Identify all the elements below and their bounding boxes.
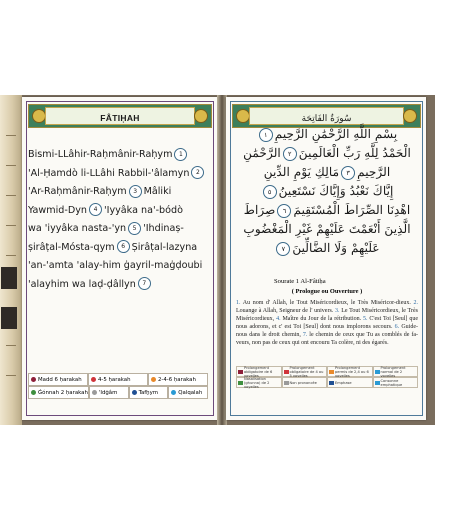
color-swatch-icon (329, 370, 334, 374)
legend-label: Qalqalah (178, 389, 203, 396)
transliteration-text: 'Iyyâka na'-bódò (103, 204, 183, 216)
verse-number-icon: 3 (129, 185, 142, 198)
verse-number-icon: 7 (138, 277, 151, 290)
arabic-text: الرَّحِيمِ (357, 165, 391, 179)
transliteration-text: wa 'iyyâka nasta-'yn (28, 223, 127, 234)
left-page-header (28, 104, 212, 128)
tajweed-legend-right (236, 366, 418, 388)
arabic-text: اهْدِنَا الصِّرَاطَ الْمُسْتَقِيمَ (293, 203, 411, 217)
legend-item (148, 373, 208, 386)
verse-ref: 5. (363, 316, 368, 323)
legend-label: Madd 6 ḥarakah (38, 376, 82, 383)
verse-translation: Louange à Allah, Seigneur de l' univers. (236, 308, 335, 315)
legend-label: 'Idġâm (98, 389, 118, 396)
legend-item (373, 366, 419, 377)
arabic-line (234, 220, 420, 239)
transliteration-text: Yawmid-Dyn (28, 204, 87, 216)
arabic-text: صِرَاطَ (243, 203, 276, 217)
sourate-title: Sourate 1 Al-Fâtiḥa (274, 278, 326, 285)
transliteration-line (28, 183, 210, 202)
transliteration-line (28, 165, 210, 184)
arabic-text: الَّذِينَ أَنْعَمْتَ عَلَيْهِمْ غَيْرِ الْمَغْضُوبِ (243, 222, 411, 236)
transliteration-text: 'alayhim wa laḍ-ḍâllyn (28, 278, 136, 290)
color-dot-icon (151, 377, 156, 382)
verse-number-icon: ٦ (277, 204, 291, 218)
legend-item (236, 377, 282, 388)
verse-number-icon: ٧ (276, 242, 290, 256)
legend-label: Prolongement permis de 2,4 ou 6 voyelles (335, 365, 369, 378)
legend-label: Nasalisation (ghunna) de 2 voyelles (244, 376, 270, 389)
legend-row (236, 366, 418, 377)
verse-number-icon: ٣ (341, 166, 355, 180)
legend-label: Non prononcée (289, 380, 317, 385)
transliteration-line (28, 239, 210, 258)
color-swatch-icon (238, 370, 243, 374)
verse-number-icon: 4 (89, 203, 102, 216)
color-swatch-icon (375, 381, 380, 385)
arabic-line (234, 163, 420, 182)
transliteration-line (28, 202, 210, 221)
ornament-icon (236, 109, 250, 123)
transliteration-text: Mâliki (143, 186, 172, 197)
color-swatch-icon (375, 370, 380, 374)
arabic-text: بِسْمِ اللَّهِ الرَّحْمَٰنِ الرَّحِيمِ (274, 127, 398, 141)
transliteration-block (28, 146, 210, 294)
legend-row (28, 386, 208, 399)
legend-item (282, 366, 328, 377)
legend-row (236, 377, 418, 388)
legend-label: Prolongement obligatoire de 6 voyelles (244, 365, 273, 378)
arabic-line (234, 125, 420, 144)
ornament-icon (403, 109, 417, 123)
color-dot-icon (31, 390, 36, 395)
legend-label: Consonne emphatique (380, 378, 403, 387)
legend-item (373, 377, 419, 388)
arabic-text: الرَّحْمَٰنِ (243, 146, 281, 160)
legend-item (327, 377, 373, 388)
tajweed-legend-left (28, 373, 208, 399)
verse-number-icon: 6 (117, 240, 130, 253)
legend-item (88, 373, 148, 386)
ornament-icon (194, 109, 208, 123)
arabic-line (234, 201, 420, 220)
arabic-text: إِيَّاكَ نَعْبُدُ وَإِيَّاكَ نَسْتَعِينُ (278, 184, 394, 198)
legend-item (129, 386, 169, 399)
verse-number-icon: ١ (259, 128, 273, 142)
color-swatch-icon (329, 381, 334, 385)
verse-translation: C'est Toi [Seul] que nous adorons, et c' est Toi [Seul] dont nous implorons secours. (236, 316, 418, 331)
color-dot-icon (91, 377, 96, 382)
surah-title-arabic: سُورَةُ الفَاتِحَة (301, 114, 352, 124)
verse-translation: Maître du Jour de la rétribution. (280, 316, 364, 323)
arabic-text-block (234, 125, 420, 258)
color-dot-icon (132, 390, 137, 395)
arabic-line (234, 239, 420, 258)
transliteration-text: ṣirâṭal-Mósta-qym (28, 241, 115, 253)
arabic-line (234, 144, 420, 163)
transliteration-text: Bismi-LLâhir-Raḥmânir-Raḥym (28, 149, 173, 160)
index-tab (1, 267, 17, 289)
transliteration-line (28, 146, 210, 165)
verse-number-icon: ٢ (283, 147, 297, 161)
verse-ref: 6. (394, 324, 400, 331)
index-tab (1, 307, 17, 329)
verse-ref: 4. (276, 316, 281, 323)
legend-item (327, 366, 373, 377)
verse-translation: Le Tout Miséricordieux, le Très Miséricordieux, (236, 308, 418, 323)
verse-number-icon: 2 (191, 166, 204, 179)
transliteration-text: 'Al-Ḥamdò li-LLâhi Rabbil-'âlamyn (28, 167, 190, 179)
verse-number-icon: 1 (174, 148, 187, 161)
arabic-text: مَالِكِ يَوْمِ الدِّينِ (263, 165, 340, 179)
transliteration-line (28, 257, 210, 276)
color-swatch-icon (284, 381, 289, 385)
page-edges (0, 95, 22, 425)
legend-item (282, 377, 328, 388)
arabic-line (234, 182, 420, 201)
legend-item (168, 386, 208, 399)
transliteration-line (28, 276, 210, 295)
verse-ref: 2. (413, 300, 418, 306)
verse-ref: 1. (236, 300, 241, 306)
sourate-subtitle: ( Prologue ou Ouverture ) (291, 288, 363, 295)
legend-item (89, 386, 129, 399)
color-dot-icon (31, 377, 36, 382)
transliteration-text: 'an-'amta 'alay-him ġayril-maġḍoubi (28, 260, 203, 271)
legend-label: Prolongement obligatoire de 4 ou 5 voyelles (289, 365, 324, 378)
legend-label: Prolongement normal de 2 voyelles (380, 365, 406, 378)
legend-label: 2-4-6 ḥarakah (158, 376, 196, 383)
verse-ref: 3. (335, 308, 340, 315)
legend-label: 4-5 ḥarakah (98, 376, 131, 383)
legend-item (236, 366, 282, 377)
color-swatch-icon (238, 381, 243, 385)
transliteration-text: Ṣirâṭal-lazyna (131, 241, 198, 253)
transliteration-text: 'Ihdinaṣ- (143, 223, 184, 234)
arabic-text: عَلَيْهِمْ وَلَا الضَّالِّينَ (292, 241, 380, 255)
legend-item (28, 373, 88, 386)
color-dot-icon (171, 390, 176, 395)
legend-row (28, 373, 208, 386)
legend-label: Emphase (335, 380, 352, 385)
verse-translation: Au nom d' Allah, le Tout Miséricordieux, le Très Miséricor-dieux. (240, 300, 414, 306)
color-dot-icon (92, 390, 97, 395)
arabic-text: الْحَمْدُ لِلَّهِ رَبِّ الْعَالَمِينَ (298, 146, 411, 160)
color-swatch-icon (284, 370, 289, 374)
ornament-icon (32, 109, 46, 123)
verse-ref: 7. (302, 332, 308, 339)
verse-number-icon: ٥ (263, 185, 277, 199)
legend-label: Ġónnah 2 ḥarakah (38, 389, 88, 396)
transliteration-line (28, 220, 210, 239)
surah-title-latin: FÂTIḤAH (100, 113, 140, 123)
verse-translation: le chemin de ceux que Tu as comblés de fa-veurs, non pas de ceux qui ont encouru Ta colère, ni des égarés. (236, 332, 419, 347)
legend-label: Tafẖym (138, 389, 159, 396)
verse-translation: Guide- nous dans le droit chemin, (236, 324, 418, 339)
legend-item (28, 386, 89, 399)
french-translation (236, 299, 418, 348)
transliteration-text: 'Ar-Raḥmânir-Raḥym (28, 186, 127, 197)
verse-number-icon: 5 (128, 222, 141, 235)
